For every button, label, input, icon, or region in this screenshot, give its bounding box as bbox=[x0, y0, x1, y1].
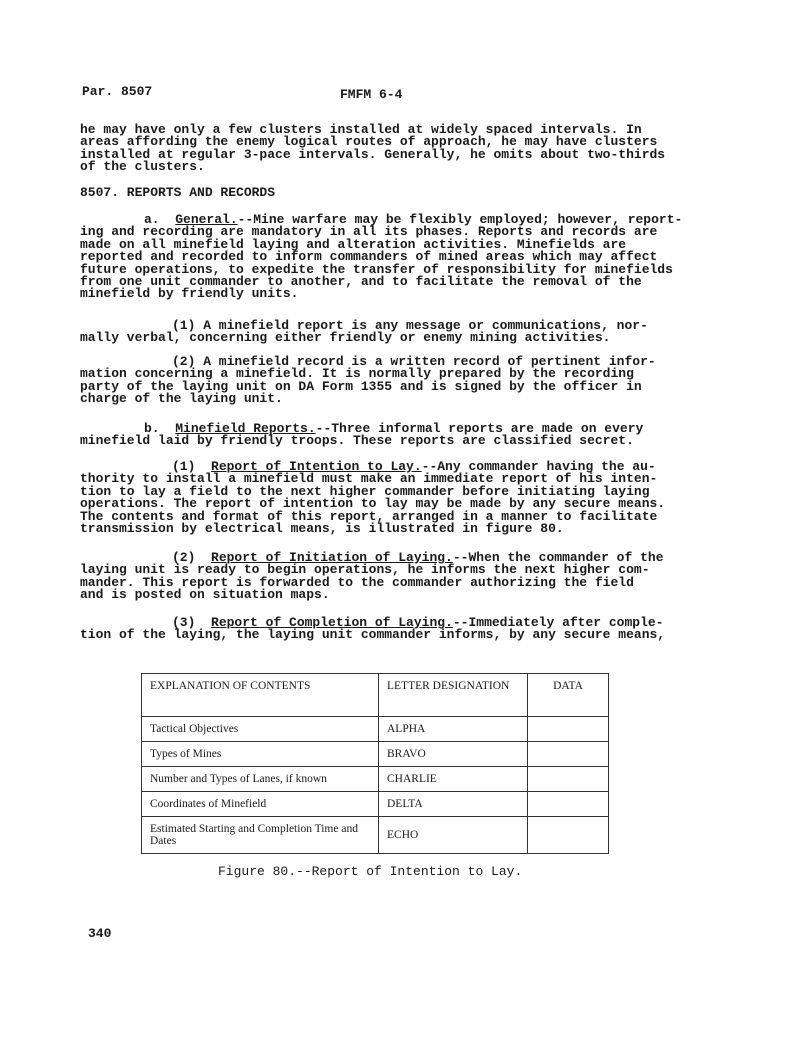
para-label: (3) bbox=[172, 615, 196, 630]
explanation-cell: Types of Mines bbox=[142, 742, 379, 767]
letter-cell: CHARLIE bbox=[379, 767, 528, 792]
paragraph-b bbox=[80, 423, 672, 448]
paragraph-b3 bbox=[80, 617, 672, 642]
text-line: of the clusters. bbox=[80, 159, 205, 175]
text-run: --Mine warfare may be flexibly employed; however, report- bbox=[237, 212, 683, 227]
data-cell bbox=[528, 767, 609, 792]
text-line: (2) A minefield record is a written record of pertinent infor- bbox=[172, 354, 656, 369]
table-header-row bbox=[142, 674, 609, 717]
header-letter-designation: LETTER DESIGNATION bbox=[379, 674, 528, 717]
paragraph-a bbox=[80, 212, 683, 302]
text-run: --Immediately after comple- bbox=[452, 615, 664, 630]
text-line: mander. This report is forwarded to the commander authorizing the field bbox=[80, 574, 634, 590]
letter-cell: ALPHA bbox=[379, 717, 528, 742]
text-line: mation concerning a minefield. It is normally prepared by the recording bbox=[80, 366, 634, 382]
text-line: future operations, to expedite the transfer of responsibility for minefields bbox=[80, 261, 673, 277]
paragraph-b2 bbox=[80, 552, 672, 602]
para-title: Report of Intention to Lay. bbox=[211, 459, 422, 474]
paragraph-b1 bbox=[80, 461, 672, 535]
para-label: (1) bbox=[172, 459, 196, 474]
text-line: party of the laying unit on DA Form 1355 and is signed by the officer in bbox=[80, 378, 642, 394]
text-line: mally verbal, concerning either friendly or enemy mining activities. bbox=[80, 330, 611, 346]
paragraph-a1 bbox=[80, 320, 672, 345]
para-title: Minefield Reports. bbox=[175, 421, 316, 436]
data-cell bbox=[528, 792, 609, 817]
figure-caption: Figure 80.--Report of Intention to Lay. bbox=[218, 864, 523, 879]
section-heading: 8507. REPORTS AND RECORDS bbox=[80, 185, 276, 200]
para-label: b. bbox=[144, 421, 160, 436]
text-run: --Any commander having the au- bbox=[421, 459, 656, 474]
text-line: ing and recording are mandatory in all its phases. Reports and records are bbox=[80, 224, 658, 240]
text-line: (1) A minefield report is any message or communications, nor- bbox=[172, 318, 648, 333]
explanation-cell: Tactical Objectives bbox=[142, 717, 379, 742]
text-line: The contents and format of this report, arranged in a manner to facilitate bbox=[80, 508, 658, 524]
text-run: --When the commander of the bbox=[452, 550, 664, 565]
report-format-table bbox=[141, 673, 609, 854]
text-line: he may have only a few clusters installed at widely spaced intervals. In bbox=[80, 122, 642, 137]
text-line: installed at regular 3-pace intervals. Generally, he omits about two-thirds bbox=[80, 146, 666, 162]
header-explanation: EXPLANATION OF CONTENTS bbox=[142, 674, 379, 717]
letter-cell: DELTA bbox=[379, 792, 528, 817]
table-row bbox=[142, 767, 609, 792]
text-line: tion of the laying, the laying unit commander informs, by any secure means, bbox=[80, 627, 666, 643]
data-cell bbox=[528, 817, 609, 854]
text-line: reported and recorded to inform commanders of mined areas which may affect bbox=[80, 249, 658, 265]
data-cell bbox=[528, 742, 609, 767]
explanation-cell: Coordinates of Minefield bbox=[142, 792, 379, 817]
text-line: charge of the laying unit. bbox=[80, 391, 283, 407]
table-row bbox=[142, 717, 609, 742]
paragraph-a2 bbox=[80, 356, 672, 406]
table-row bbox=[142, 817, 609, 854]
text-line: laying unit is ready to begin operations, he informs the next higher com- bbox=[80, 562, 650, 578]
text-line: made on all minefield laying and alteration activities. Minefields are bbox=[80, 236, 627, 252]
table-row bbox=[142, 742, 609, 767]
letter-cell: ECHO bbox=[379, 817, 528, 854]
data-cell bbox=[528, 717, 609, 742]
para-label: a. bbox=[144, 212, 160, 227]
text-line: thority to install a minefield must make an immediate report of his inten- bbox=[80, 471, 658, 487]
header-data: DATA bbox=[528, 674, 609, 717]
text-line: minefield laid by friendly troops. These reports are classified secret. bbox=[80, 433, 634, 449]
page-number: 340 bbox=[88, 926, 112, 941]
text-line: transmission by electrical means, is illustrated in figure 80. bbox=[80, 521, 564, 537]
para-title: Report of Completion of Laying. bbox=[211, 615, 453, 630]
para-title: General. bbox=[175, 212, 238, 227]
text-line: minefield by friendly units. bbox=[80, 286, 299, 302]
text-line: and is posted on situation maps. bbox=[80, 587, 330, 603]
text-line: tion to lay a field to the next higher commander before initiating laying bbox=[80, 483, 650, 499]
manual-designation: FMFM 6-4 bbox=[340, 87, 403, 102]
para-title: Report of Initiation of Laying. bbox=[211, 550, 453, 565]
explanation-cell: Estimated Starting and Completion Time and Dates bbox=[142, 817, 379, 854]
text-line: from one unit commander to another, and to facilitate the removal of the bbox=[80, 274, 642, 290]
paragraph-reference: Par. 8507 bbox=[82, 84, 153, 99]
text-line: operations. The report of intention to lay may be made by any secure means. bbox=[80, 496, 666, 512]
text-run: --Three informal reports are made on every bbox=[315, 421, 644, 436]
letter-cell: BRAVO bbox=[379, 742, 528, 767]
table-row bbox=[142, 792, 609, 817]
explanation-cell: Number and Types of Lanes, if known bbox=[142, 767, 379, 792]
intro-paragraph bbox=[80, 124, 672, 174]
para-label: (2) bbox=[172, 550, 196, 565]
text-line: areas affording the enemy logical routes of approach, he may have clusters bbox=[80, 134, 658, 150]
